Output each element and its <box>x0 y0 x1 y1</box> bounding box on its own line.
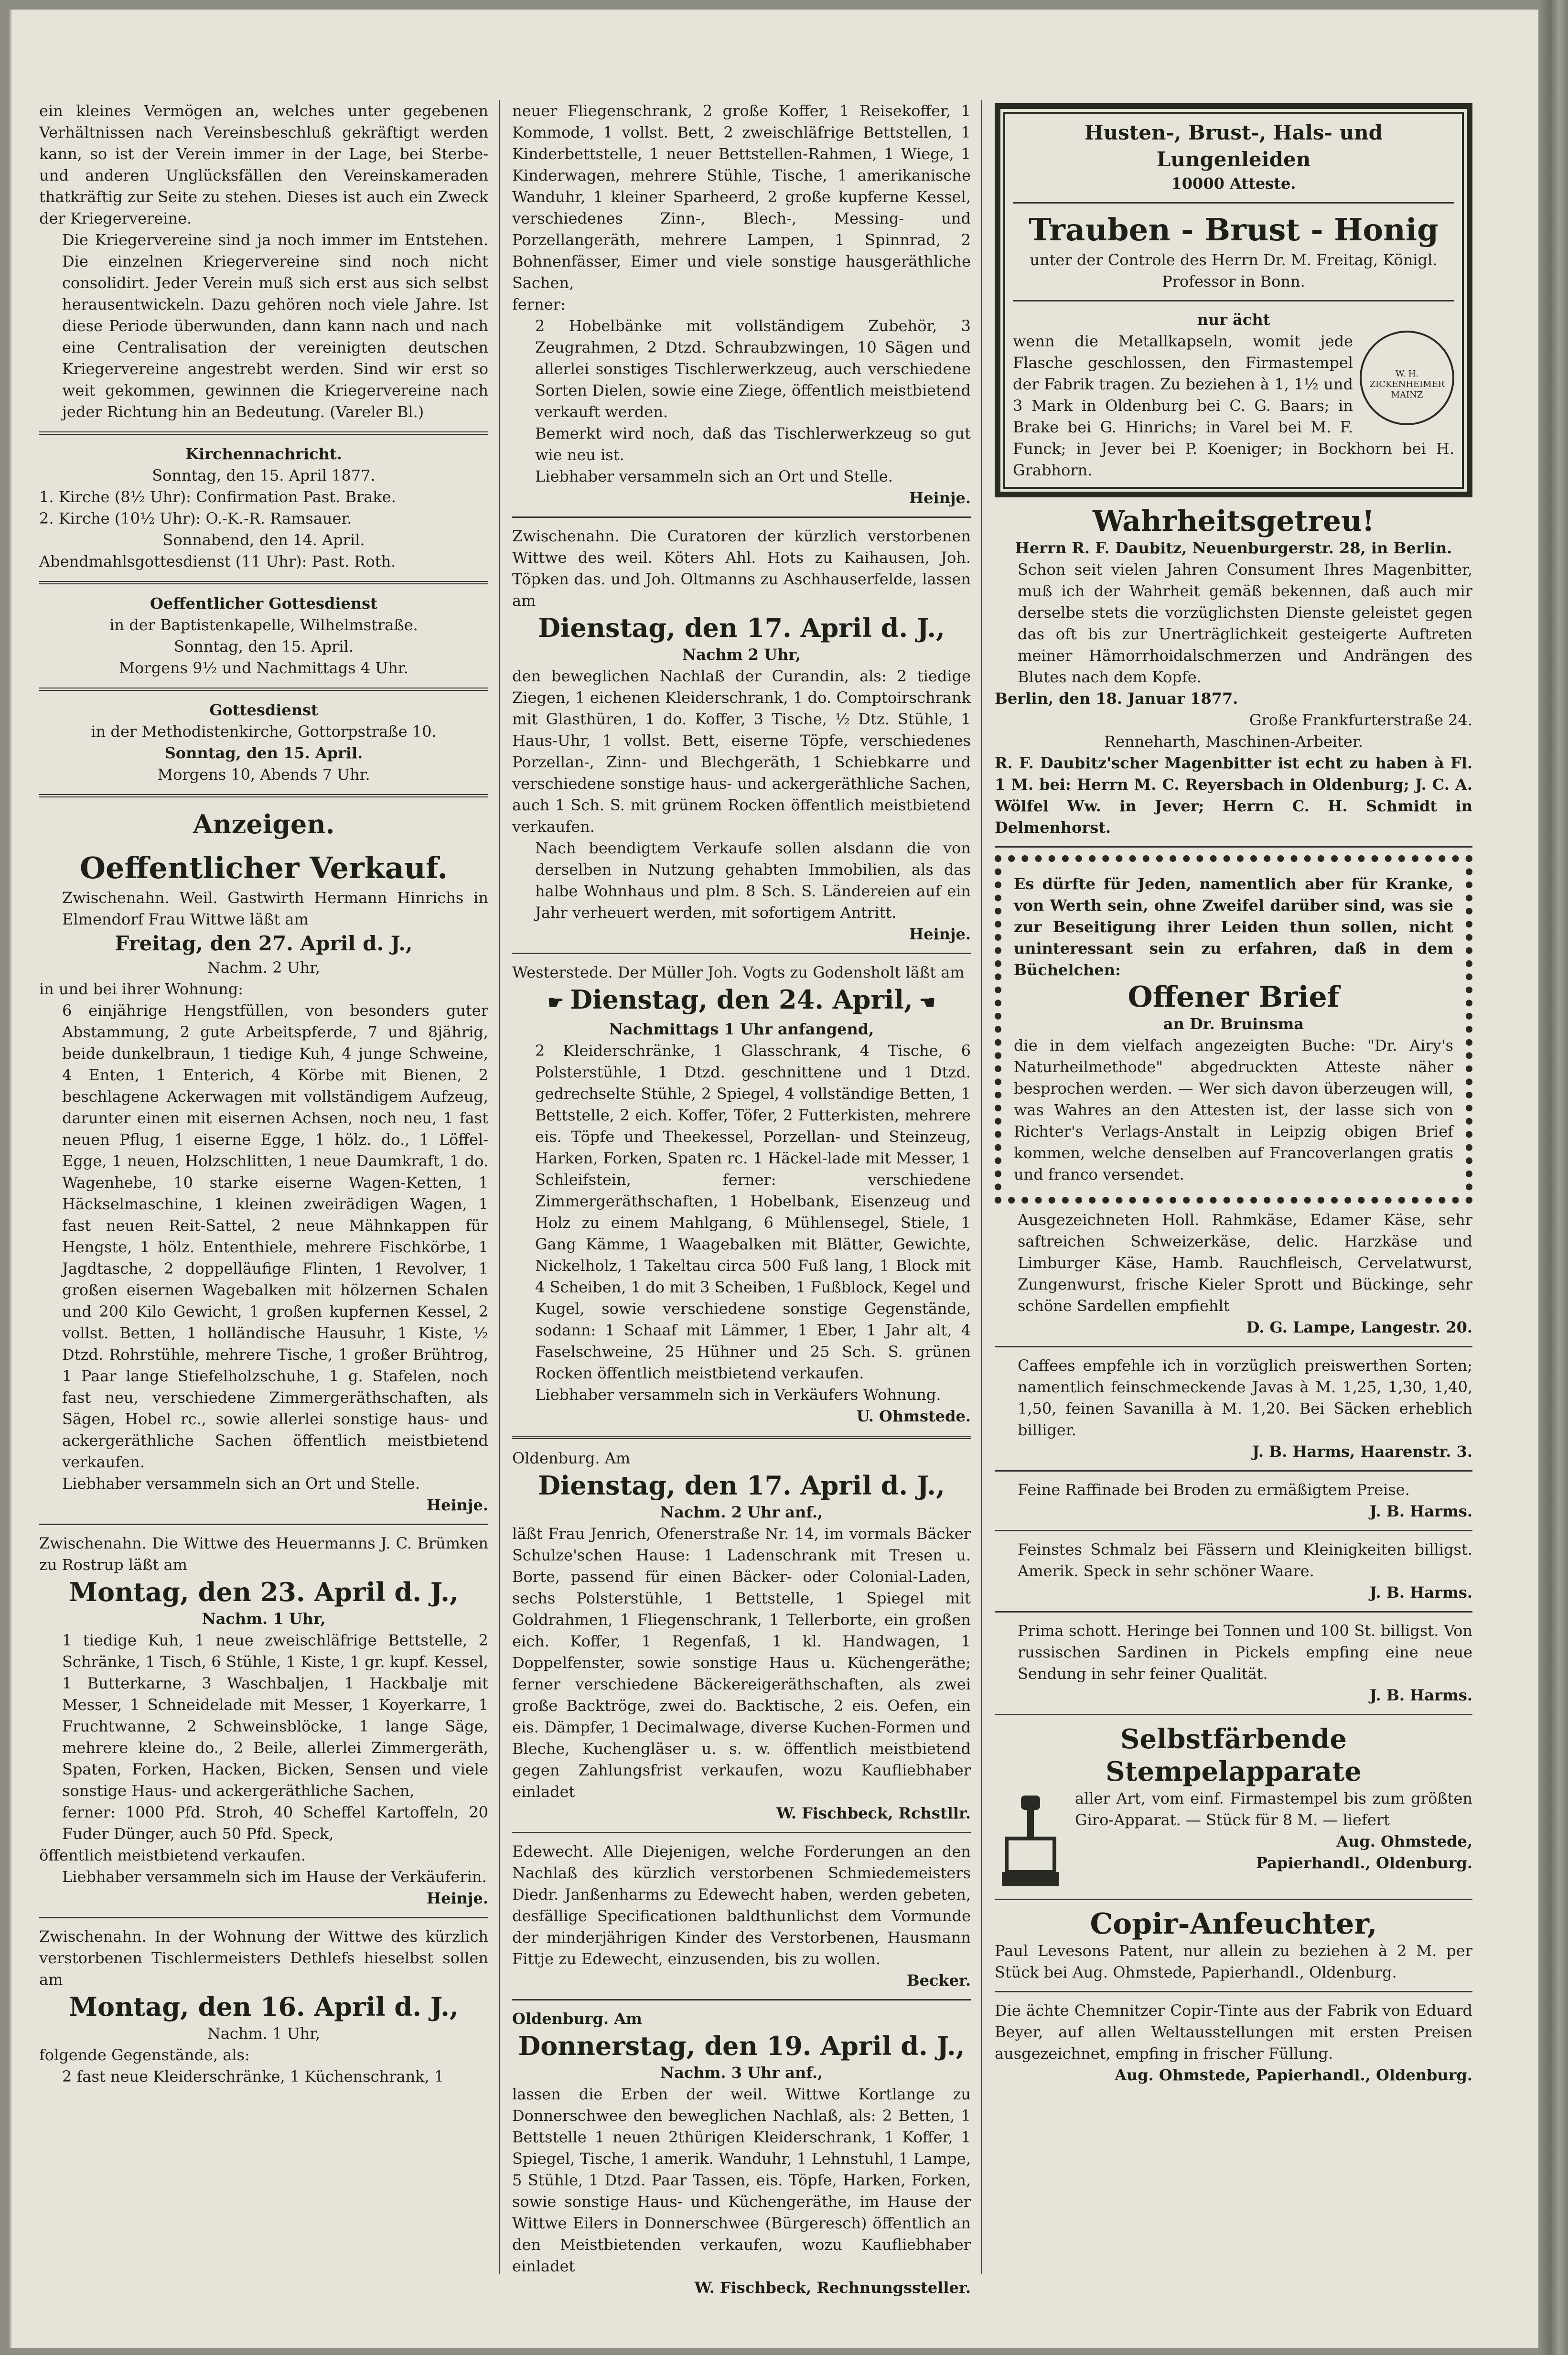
divider <box>39 688 488 691</box>
letter-ad-box <box>995 855 1472 1204</box>
ad-intro: Westerstede. Der Müller Joh. Vogts zu Godensholt läßt am <box>512 963 965 981</box>
ad-lead: folgende Gegenstände, als: <box>39 2046 250 2064</box>
pointing-hand-icon: ☛ <box>547 991 570 1013</box>
testimonial-body: Schon seit vielen Jahren Consument Ihres Magenbitter, muß ich der Wahrheit gemäß bekennen, daß auch mir derselbe stets die vorzüglichsten Dienste geleistet gegen das oft bis zur Unerträglichkeit gesteigerte Auftreten meiner Hämorrhoidalschmerzen und Andrängen des Blutes nach dem Kopfe. <box>1018 560 1472 686</box>
ink-ad: Die ächte Chemnitzer Copir-Tinte aus der Fabrik von Eduard Beyer, auf allen Weltausstellungen mit ersten Preisen ausgezeichnet, empfing in frischer Füllung. <box>995 2001 1472 2063</box>
testimonial-title: Wahrheitsgetreu! <box>1093 505 1375 538</box>
divider <box>995 1530 1472 1531</box>
sugar-ad: Feine Raffinade bei Broden zu ermäßigtem Preise. <box>1018 1481 1410 1499</box>
ad-body: lassen die Erben der weil. Wittwe Kortlange zu Donnerschwee den beweglichen Nachlaß, als: 2 Betten, 1 Bettstelle 1 neuen 2thürigen Kleiderschrank, 1 Koffer, 1 Spiegel, Tische, 1 amerik. Wanduhr, 1 Lehnstuhl, 1 Lampe, 5 Stühle, 1 Dtzd. Paar Tassen, eis. Töpfe, Harken, Forken, sowie sonstige Haus- und Küchengeräthe, im Hause der Wittwe Eilers in Donnerschwee (Bürgeresch) öffentlich an den Meistbietenden verkaufen, wozu Kaufliebhaber einladet <box>512 2085 971 2275</box>
newspaper-page <box>10 10 1538 2348</box>
letter-to: an Dr. Bruinsma <box>1163 1015 1304 1033</box>
divider <box>995 1346 1472 1347</box>
ad-body: läßt Frau Jenrich, Ofenerstraße Nr. 14, im vormals Bäcker Schulze'schen Hause: 1 Ladenschrank mit Tresen u. Borte, passend für einen Bäcker- oder Colonial-Laden, sechs Polsterstühle, 1 Bettstelle, 1 Spiegel mit Goldrahmen, 1 Fliegenschrank, 1 Tellerborte, ein großen eich. Koffer, 1 Regenfaß, 1 kl. Handwagen, 1 Doppelfenster, sowie sonstige Haus u. Küchengeräthe; ferner verschiedene Bäckereigeräthschaften, als zwei große Backtröge, zwei do. Backtische, 2 eis. Oefen, ein eis. Dämpfer, 1 Decimalwage, diverse Kuchen-Formen und Bleche, Kuchengläser u. s. w. öffentlich meistbietend gegen Zahlungsfrist verkaufen, wozu Kaufliebhaber einladet <box>512 1525 971 1801</box>
ad-time: Nachm. 1 Uhr, <box>207 2024 321 2043</box>
article-paragraph: Die Kriegervereine sind ja noch immer im Entstehen. Die einzelnen Kriegervereine sind noch nicht consolidirt. Jeder Verein muß sich erst aus sich selbst herausentwickeln. Dazu gehören noch viele Jahre. Ist diese Periode überwunden, dann kann nach und nach eine Centralisation der vereinigten deutschen Kriegervereine angestrebt werden. Sind wir erst so weit gekommen, gewinnen die Kriegervereine nach jeder Richtung hin an Bedeutung. (Vareler Bl.) <box>62 231 488 421</box>
seal-text: W. H. ZICKENHEIMER MAINZ <box>1369 369 1445 400</box>
ad-end: öffentlich meistbietend verkaufen. <box>39 1846 306 1864</box>
divider <box>512 953 971 954</box>
divider <box>995 846 1472 848</box>
service-line: Sonntag, den 15. April. <box>174 637 354 656</box>
stamp-ad-body: aller Art, vom einf. Firmastempel bis zum größten Giro-Apparat. — Stück für 8 M. — liefert <box>1075 1789 1472 1829</box>
ad-heading: Oeffentlicher Verkauf. <box>80 850 448 885</box>
stamp-ad-title: Selbstfärbende Stempelapparate <box>1106 1723 1362 1787</box>
ad-time: Nachm 2 Uhr, <box>682 645 801 664</box>
ad-date: Donnerstag, den 19. April d. J., <box>518 2031 965 2061</box>
lard-ad: Feinstes Schmalz bei Fässern und Kleinigkeiten billigst. Amerik. Speck in sehr schöner Waare. <box>1018 1540 1472 1580</box>
article-paragraph: ein kleines Vermögen an, welches unter gegebenen Verhältnissen nach Vereinsbeschluß gekräftigt werden kann, so ist der Verein immer in der Lage, bei Sterbe- und anderen Unglücksfällen den Vereinskameraden thatkräftig zur Seite zu stehen. Dieses ist auch ein Zweck der Kriegervereine. <box>39 102 488 227</box>
honey-ad-box <box>995 103 1472 497</box>
divider <box>39 431 488 435</box>
section-heading: Anzeigen. <box>193 809 335 839</box>
service-title: Oeffentlicher Gottesdienst <box>150 594 377 613</box>
ad-date: Montag, den 16. April d. J., <box>69 1991 459 2022</box>
divider <box>995 1611 1472 1613</box>
ad-date: Freitag, den 27. April d. J., <box>115 932 413 955</box>
column-1 <box>39 100 488 2087</box>
honey-title: Trauben - Brust - Honig <box>1029 212 1439 248</box>
divider <box>39 1917 488 1918</box>
ad-time: Nachm. 2 Uhr anf., <box>660 1503 823 1521</box>
ad-end: Liebhaber versammeln sich in Verkäufers Wohnung. <box>535 1386 941 1404</box>
letter-title: Offener Brief <box>1128 980 1340 1014</box>
ad-end: Liebhaber versammeln sich an Ort und Stelle. <box>535 467 893 485</box>
herring-ad: Prima schott. Heringe bei Tonnen und 100 St. billigst. Von russischen Sardinen in Pickels empfing eine neue Sendung in sehr feiner Qualität. <box>1018 1622 1472 1683</box>
ad-body: ferner: 1000 Pfd. Stroh, 40 Scheffel Kartoffeln, 20 Fuder Dünger, auch 50 Pfd. Speck, <box>62 1803 488 1843</box>
divider <box>39 794 488 797</box>
honey-subtitle: unter der Controle des Herrn Dr. M. Freitag, Königl. Professor in Bonn. <box>1030 251 1438 290</box>
service-line: Morgens 9½ und Nachmittags 4 Uhr. <box>119 659 408 677</box>
church-line: Sonntag, den 15. April 1877. <box>152 466 376 484</box>
ad-body: 6 einjährige Hengstfüllen, von besonders guter Abstammung, 2 gute Arbeitspferde, 7 und 8jährig, beide dunkelbraun, 1 tiedige Kuh, 4 junge Schweine, 4 Enten, 1 Enterich, 4 Körbe mit Bienen, 2 beschlagene Ackerwagen mit vollständigem Aufzeug, darunter einen mit eisernen Achsen, noch neu, 1 fast neuen Pflug, 1 eiserne Egge, 1 hölz. do., 1 Löffel-Egge, 1 neuen, Holzschlitten, 1 neue Daumkraft, 1 do. Wagenhebe, 10 starke eiserne Wagen-Ketten, 1 Häckselmaschine, 1 kleinen zweirädigen Wagen, 1 fast neuen Reit-Sattel, 2 neue Mähnkappen für Hengste, 1 hölz. Ententhiele, mehrere Fischkörbe, 1 Jagdtasche, 2 doppelläufige Flinten, 1 Revolver, 1 großen eisernen Wagebalken mit hölzernen Schalen und 200 Kilo Gewicht, 1 großen kupfernen Kessel, 2 vollst. Betten, 1 holländische Hausuhr, 1 Kiste, ½ Dtzd. Rohrstühle, mehrere Tische, 1 großer Brühtrog, 1 Paar lange Stiefelholzschuhe, 1 g. Stafelen, noch fast neu, verschiedene Zimmergeräthschaften, als Sägen, Hobel rc., sowie allerlei sonstige haus- und ackergeräthliche Sachen öffentlich meistbietend verkaufen. <box>62 1001 488 1471</box>
ad-intro: Zwischenahn. In der Wohnung der Wittwe des kürzlich verstorbenen Tischlermeisters Dethlefs hieselbst sollen am <box>39 1927 488 1989</box>
ad-time: Nachm. 3 Uhr anf., <box>660 2064 823 2082</box>
honey-attests: 10000 Atteste. <box>1171 174 1296 193</box>
ad-date <box>512 983 971 1019</box>
ad-body: Nach beendigtem Verkaufe sollen alsdann die von derselben in Nutzung gehabten Immobilien, als das halbe Wohnhaus und plm. 8 Sch. S. Ländereien auf ein Jahr verheuert werden, mit sofortigem Antritt. <box>535 839 971 922</box>
ad-signature: D. G. Lampe, Langestr. 20. <box>1246 1318 1472 1336</box>
column-2 <box>512 100 971 2299</box>
ad-signature: Heinje. <box>909 925 971 943</box>
honey-genuine: nur ächt <box>1197 311 1270 329</box>
testimonial-address: Große Frankfurterstraße 24. <box>1249 711 1472 729</box>
ad-date: Dienstag, den 17. April d. J., <box>538 613 945 643</box>
church-line: Sonnabend, den 14. April. <box>162 531 365 549</box>
copier-title: Copir-Anfeuchter, <box>1090 1907 1377 1941</box>
ad-signature: Heinje. <box>426 1496 488 1514</box>
stamp-apparatus-icon <box>995 1791 1066 1891</box>
ad-intro: Edewecht. Alle Diejenigen, welche Forderungen an den Nachlaß des kürzlich verstorbenen Schmiedemeisters Diedr. Janßenharms zu Edewecht haben, werden gebeten, desfällige Specificationen baldthunlichst dem Vormunde der minderjährigen Kinder des Verstorbenen, Hausmann Fittje zu Edewecht, einzusenden, bis zu wollen. <box>512 1842 971 1968</box>
ad-date-text: Dienstag, den 24. April, <box>570 984 913 1015</box>
ad-signature: Aug. Ohmstede, <box>1336 1832 1472 1850</box>
testimonial-name: Renneharth, Maschinen-Arbeiter. <box>1104 732 1363 751</box>
church-line: 2. Kirche (10½ Uhr): O.-K.-R. Ramsauer. <box>39 509 352 527</box>
ad-signature: Becker. <box>906 1971 971 1989</box>
ad-signature: J. B. Harms. <box>1369 1686 1472 1704</box>
column-rule <box>981 100 982 2274</box>
ad-lead: in und bei ihrer Wohnung: <box>39 980 243 998</box>
testimonial-to: Herrn R. F. Daubitz, Neuenburgerstr. 28, in Berlin. <box>1015 539 1452 557</box>
ad-body: 2 Kleiderschränke, 1 Glasschrank, 4 Tische, 6 Polsterstühle, 1 Dtzd. geschnittene und 1 Dtzd. gedrechselte Stühle, 2 Spiegel, 4 vollständige Betten, 1 Bettstelle, 2 eich. Koffer, Töfer, 2 Futterkisten, mehrere eis. Töpfe und Theekessel, Porzellan- und Steinzeug, Harken, Forken, Spaten rc. 1 Häckel-lade mit Messer, 1 Schleifstein, ferner: verschiedene Zimmergeräthschaften, 1 Hobelbank, Eisenzeug und Holz zu einem Mahlgang, 6 Mühlensegel, Stiele, 1 Gang Kämme, 1 Waagebalken mit Blätter, Gewichte, Nickelholz, 1 Takeltau circa 500 Fuß lang, 1 Block mit 4 Scheiben, 1 do mit 3 Scheiben, 1 Fußblock, Kegel und Kugel, sowie verschiedene sonstige Gegenstände, sodann: 1 Schaaf mit Lämmer, 1 Eber, 1 Jahr alt, 4 Faselschweine, 25 Hühner und 25 Sch. S. grünen Rocken öffentlich meistbietend verkaufen. <box>535 1042 971 1382</box>
service-line: Morgens 10, Abends 7 Uhr. <box>157 765 370 784</box>
ad-intro: Zwischenahn. Die Curatoren der kürzlich verstorbenen Wittwe des weil. Köters Ahl. Hots zu Kaihausen, Joh. Töpken das. und Joh. Oltmanns zu Aschhauserfelde, lassen am <box>512 527 971 610</box>
copier-body: Paul Levesons Patent, nur allein zu beziehen à 2 M. per Stück bei Aug. Ohmstede, Papierhandl., Oldenburg. <box>995 1942 1472 1981</box>
service-line: Sonntag, den 15. April. <box>164 744 363 762</box>
ad-intro: Zwischenahn. Die Wittwe des Heuermanns J. C. Brümken zu Rostrup läßt am <box>39 1534 488 1574</box>
ad-intro: Oldenburg. Am <box>512 1449 631 1467</box>
ad-body: ferner: <box>512 295 566 313</box>
ad-signature: Papierhandl., Oldenburg. <box>1256 1854 1472 1872</box>
coffee-ad: Caffees empfehle ich in vorzüglich preiswerthen Sorten; namentlich feinschmeckende Javas à M. 1,25, 1,30, 1,40, 1,50, feinen Savanilla à M. 1,20. Bei Säcken erheblich billiger. <box>1018 1356 1472 1439</box>
ad-signature: U. Ohmstede. <box>856 1407 971 1425</box>
seal-stamp-icon <box>1360 331 1454 425</box>
ad-time: Nachm. 1 Uhr, <box>202 1610 326 1628</box>
service-line: in der Baptistenkapelle, Wilhelmstraße. <box>109 616 418 634</box>
divider <box>512 516 971 518</box>
divider <box>512 1436 971 1439</box>
divider <box>39 1524 488 1525</box>
church-line: Abendmahlsgottesdienst (11 Uhr): Past. Roth. <box>39 552 396 570</box>
ad-signature: W. Fischbeck, Rchstllr. <box>776 1804 971 1822</box>
divider <box>39 581 488 584</box>
divider <box>995 1714 1472 1715</box>
ad-signature: Aug. Ohmstede, Papierhandl., Oldenburg. <box>1115 2066 1472 2084</box>
divider <box>995 1991 1472 1992</box>
ad-intro: Oldenburg. Am <box>512 2010 642 2028</box>
divider <box>995 1899 1472 1900</box>
ad-body: Bemerkt wird noch, daß das Tischlerwerkzeug so gut wie neu ist. <box>535 424 971 464</box>
letter-intro: Es dürfte für Jeden, namentlich aber für Kranke, von Werth sein, ohne Zweifel darüber sind, was sie zur Beseitigung ihrer Leiden thun sollen, nicht uninteressant sein zu erfahren, daß in dem Büchelchen: <box>1014 875 1453 979</box>
ad-body: 2 Hobelbänke mit vollständigem Zubehör, 3 Zeugrahmen, 2 Dtzd. Schraubzwingen, 10 Sägen und allerlei sonstiges Tischlerwerkzeug, auch verschiedene Sorten Dielen, sowie eine Ziege, öffentlich meistbietend verkauft werden. <box>535 317 971 421</box>
ad-signature: Heinje. <box>909 489 971 507</box>
ad-body: neuer Fliegenschrank, 2 große Koffer, 1 Reisekoffer, 1 Kommode, 1 vollst. Bett, 2 zweischläfrige Bettstellen, 1 Kinderbettstelle, 1 neuer Bettstellen-Rahmen, 1 Wiege, 1 Kinderwagen, mehrere Stühle, Tische, 1 amerikanische Wanduhr, 1 kleiner Sparheerd, 2 große kupferne Kessel, verschiedenes Zinn-, Blech-, Messing- und Porzellangeräth, mehrere Lampen, 1 Spinnrad, 2 Bohnenfässer, Eimer und viele sonstige hausgeräthliche Sachen, <box>512 102 971 292</box>
ad-signature: W. Fischbeck, Rechnungssteller. <box>694 2279 971 2297</box>
ad-body: 1 tiedige Kuh, 1 neue zweischläfrige Bettstelle, 2 Schränke, 1 Tisch, 6 Stühle, 1 Kiste, 1 gr. kupf. Kessel, 1 Butterkarne, 3 Waschbaljen, 1 Hackbalje mit Messer, 1 Schneidelade mit Messer, 1 Koyerkarre, 1 Fruchtwanne, 2 Schweinsblöcke, 1 lange Säge, mehrere kleine do., 2 Beile, allerlei Zimmergeräth, Spaten, Forken, Hacken, Bicken, Sensen und viele sonstige Haus- und ackergeräthliche Sachen, <box>62 1631 488 1800</box>
cheese-ad: Ausgezeichneten Holl. Rahmkäse, Edamer Käse, sehr saftreichen Schweizerkäse, delic. Harzkäse und Limburger Käse, Hamb. Rauchfleisch, Cervelatwurst, Zungenwurst, frische Kieler Sprott und Bückinge, sehr schöne Sardellen empfiehlt <box>1018 1211 1472 1315</box>
ad-date: Montag, den 23. April d. J., <box>69 1577 459 1607</box>
column-rule <box>499 100 500 2274</box>
church-line: 1. Kirche (8½ Uhr): Confirmation Past. Brake. <box>39 488 396 506</box>
ad-intro: Zwischenahn. Weil. Gastwirth Hermann Hinrichs in Elmendorf Frau Wittwe läßt am <box>62 889 488 928</box>
honey-body: wenn die Metallkapseln, womit jede Flasche geschlossen, den Firmastempel der Fabrik tragen. Zu beziehen à 1, 1½ und 3 Mark in Oldenburg bei C. G. Baars; in Brake bei G. Hinrichs; in Varel bei M. F. Funck; in Jever bei P. Koeniger; in Bockhorn bei H. Grabhorn. <box>1013 332 1454 479</box>
divider <box>512 1832 971 1833</box>
pointing-hand-icon: ☚ <box>913 991 936 1013</box>
ad-body: den beweglichen Nachlaß der Curandin, als: 2 tiedige Ziegen, 1 eichenen Kleiderschrank, 1 do. Comptoirschrank mit Glasthüren, 1 do. Koffer, 3 Tische, ½ Dtz. Stühle, 1 Haus-Uhr, 1 vollst. Bett, eiserne Töpfe, verschiedenes Porzellan-, Zinn- und Blechgeräth, 1 Schiebkarre und verschiedene sonstige haus- und ackergeräthliche Sachen, auch 1 Sch. S. mit grünem Rocken öffentlich meistbietend verkaufen. <box>512 667 971 836</box>
column-3 <box>995 100 1472 2086</box>
letter-body: die in dem vielfach angezeigten Buche: "Dr. Airy's Naturheilmethode" abgedruckten Atteste näher besprochen werden. — Wer sich davon überzeugen will, was Wahres an den Attesten ist, der lasse sich von Richter's Verlags-Anstalt in Leipzig obigen Brief kommen, welche denselben auf Francoverlangen gratis und franco versendet. <box>1014 1036 1453 1183</box>
ad-end: Liebhaber versammeln sich an Ort und Stelle. <box>62 1474 420 1493</box>
ad-signature: J. B. Harms. <box>1369 1502 1472 1520</box>
ad-date: Dienstag, den 17. April d. J., <box>538 1470 945 1501</box>
ad-signature: J. B. Harms, Haarenstr. 3. <box>1252 1442 1472 1461</box>
divider <box>1013 300 1454 301</box>
ad-signature: Heinje. <box>426 1889 488 1907</box>
church-notice-title: Kirchennachricht. <box>185 445 342 463</box>
testimonial-footer: R. F. Daubitz'scher Magenbitter ist echt zu haben à Fl. 1 M. bei: Herrn M. C. Reyersbach in Oldenburg; J. C. A. Wölfel Ww. in Jever; Herrn C. H. Schmidt in Delmenhorst. <box>995 754 1472 837</box>
service-line: in der Methodistenkirche, Gottorpstraße 10. <box>91 722 437 741</box>
divider <box>995 1470 1472 1472</box>
service-title: Gottesdienst <box>209 701 318 719</box>
honey-headline: Husten-, Brust-, Hals- und Lungenleiden <box>1084 121 1383 171</box>
ad-time: Nachm. 2 Uhr, <box>207 958 321 977</box>
book-binding-edge <box>1538 0 1568 2355</box>
ad-end: Liebhaber versammeln sich im Hause der Verkäuferin. <box>62 1868 487 1886</box>
ad-body: 2 fast neue Kleiderschränke, 1 Küchenschrank, 1 <box>62 2067 444 2086</box>
ad-signature: J. B. Harms. <box>1369 1583 1472 1602</box>
divider <box>512 1999 971 2000</box>
ad-time: Nachmittags 1 Uhr anfangend, <box>609 1020 874 1038</box>
testimonial-place: Berlin, den 18. Januar 1877. <box>995 689 1238 708</box>
divider <box>1013 202 1454 204</box>
